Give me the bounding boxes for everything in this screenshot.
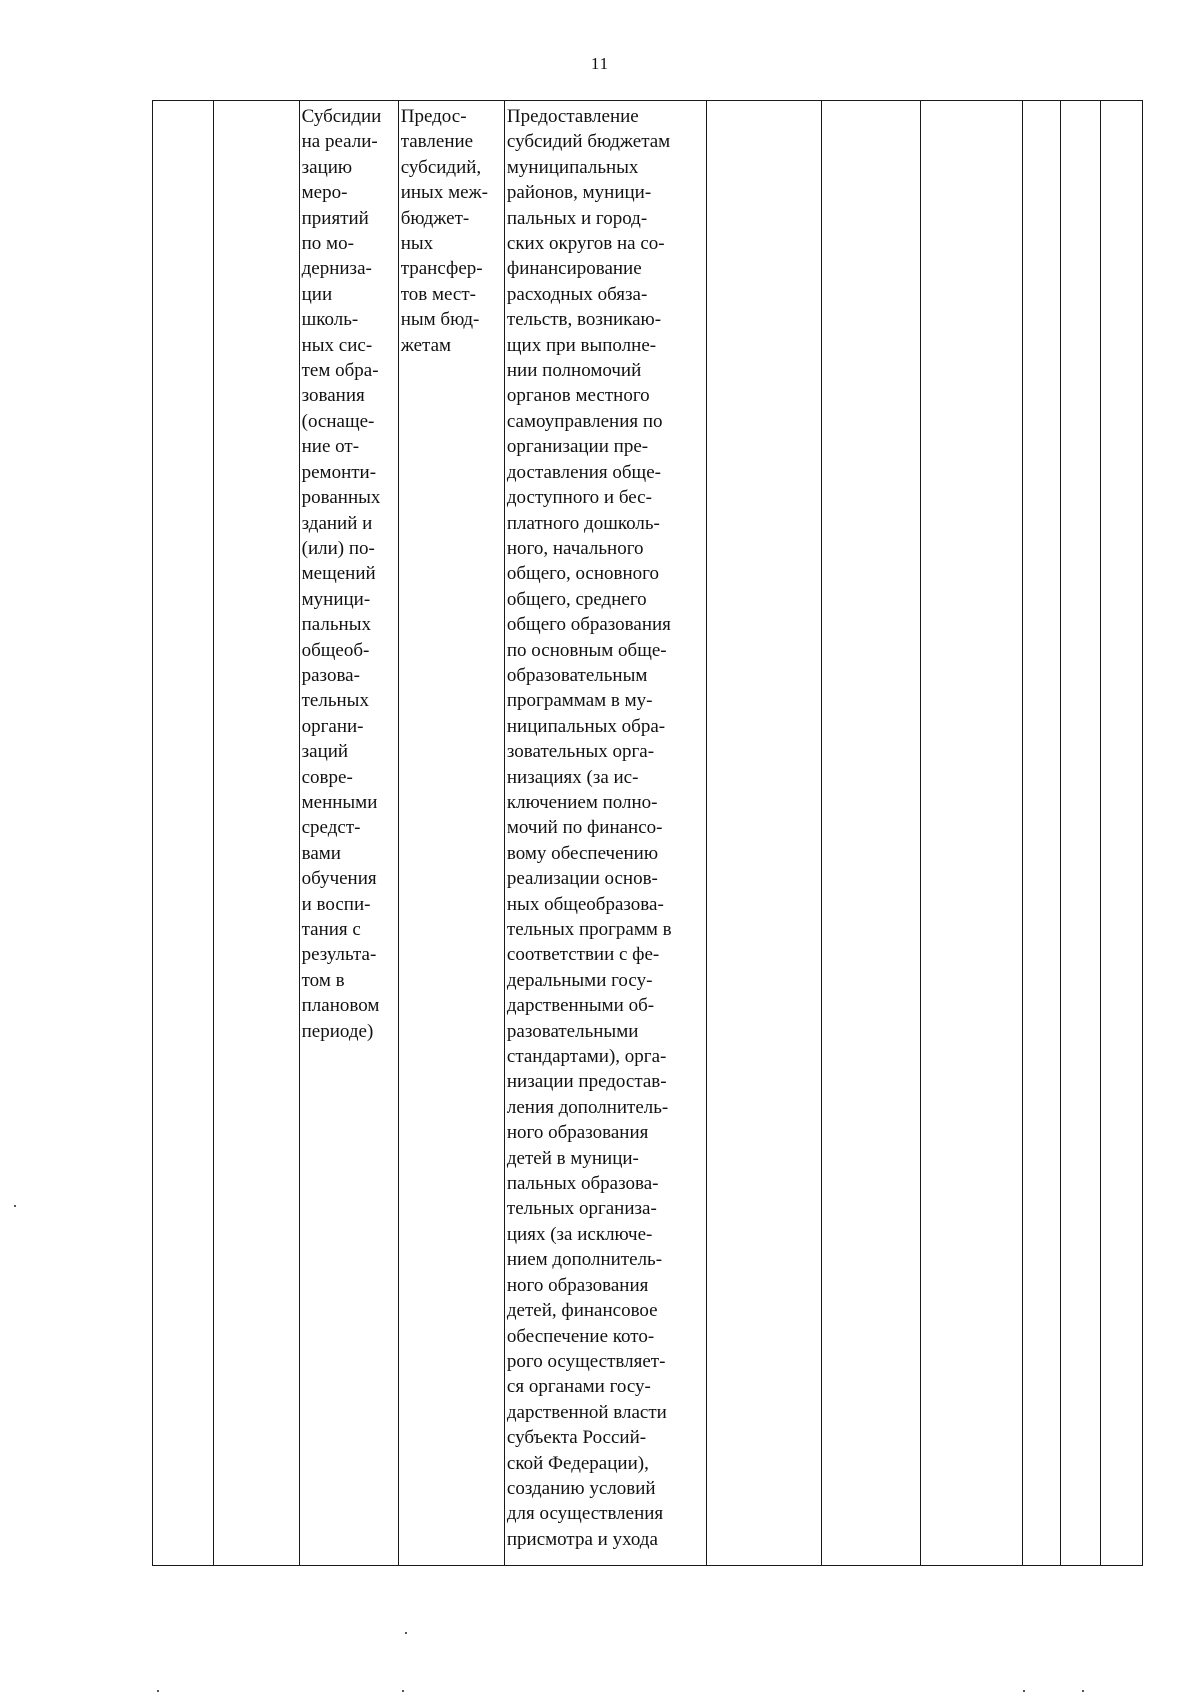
table-cell-col11 — [1101, 101, 1143, 1566]
scan-speck — [402, 1690, 404, 1692]
scan-speck — [405, 1632, 407, 1634]
table-cell-col2 — [213, 101, 299, 1566]
table-cell-measure-description: Предоставление субсидий бюджетам муниципальных районов, муници- пальных и город- ских округов на со- финансирование расходных обяза- тельств, возникаю- щих при выполне- нии полномочий органов местного самоуправления по организации пре- доставления обще- доступного и бес- платного дошколь- ного, начального общего, основного общего, среднего общего образования по основным обще- образовательным программам в му- ниципальных обра- зовательных орга- низациях (за ис- ключением полно- мочий по финансо- вому обеспечению реализации основ- ных общеобразова- тельных программ в соответствии с фе- деральными госу- дарственными об- разовательными стандартами), орга- низации предостав- ления дополнитель- ного образования детей в муници- пальных образова- тельных организа- циях (за исключе- нием дополнитель- ного образования детей, финансовое обеспечение кото- рого осуществляет- ся органами госу- дарственной власти субъекта Россий- ской Федерации), созданию условий для осуществления присмотра и ухода — [504, 101, 706, 1566]
document-table — [152, 100, 1143, 1566]
table-cell-col1 — [153, 101, 214, 1566]
page-number: 11 — [590, 54, 610, 73]
scan-speck — [157, 1690, 159, 1692]
table-cell-col10 — [1061, 101, 1101, 1566]
table-cell-col7 — [822, 101, 921, 1566]
table-cell-col9 — [1022, 101, 1060, 1566]
table-row — [153, 101, 1143, 1566]
table-cell-measure-name: Субсидии на реали- зацию меро- приятий по мо- дерниза- ции школь- ных сис- тем обра- зования (оснаще- ние от- ремонти- рованных зданий и (или) по- мещений муници- пальных общеоб- разова- тельных органи- заций совре- менными средст- вами обучения и воспи- тания с результа- том в плановом периоде) — [299, 101, 398, 1566]
scan-speck — [1082, 1690, 1084, 1692]
table-cell-col8 — [921, 101, 1022, 1566]
table-cell-col6 — [707, 101, 822, 1566]
scan-speck — [14, 1205, 16, 1207]
scan-speck — [1023, 1690, 1025, 1692]
table-cell-measure-type: Предос- тавление субсидий, иных меж- бюджет- ных трансфер- тов мест- ным бюд- жетам — [398, 101, 504, 1566]
